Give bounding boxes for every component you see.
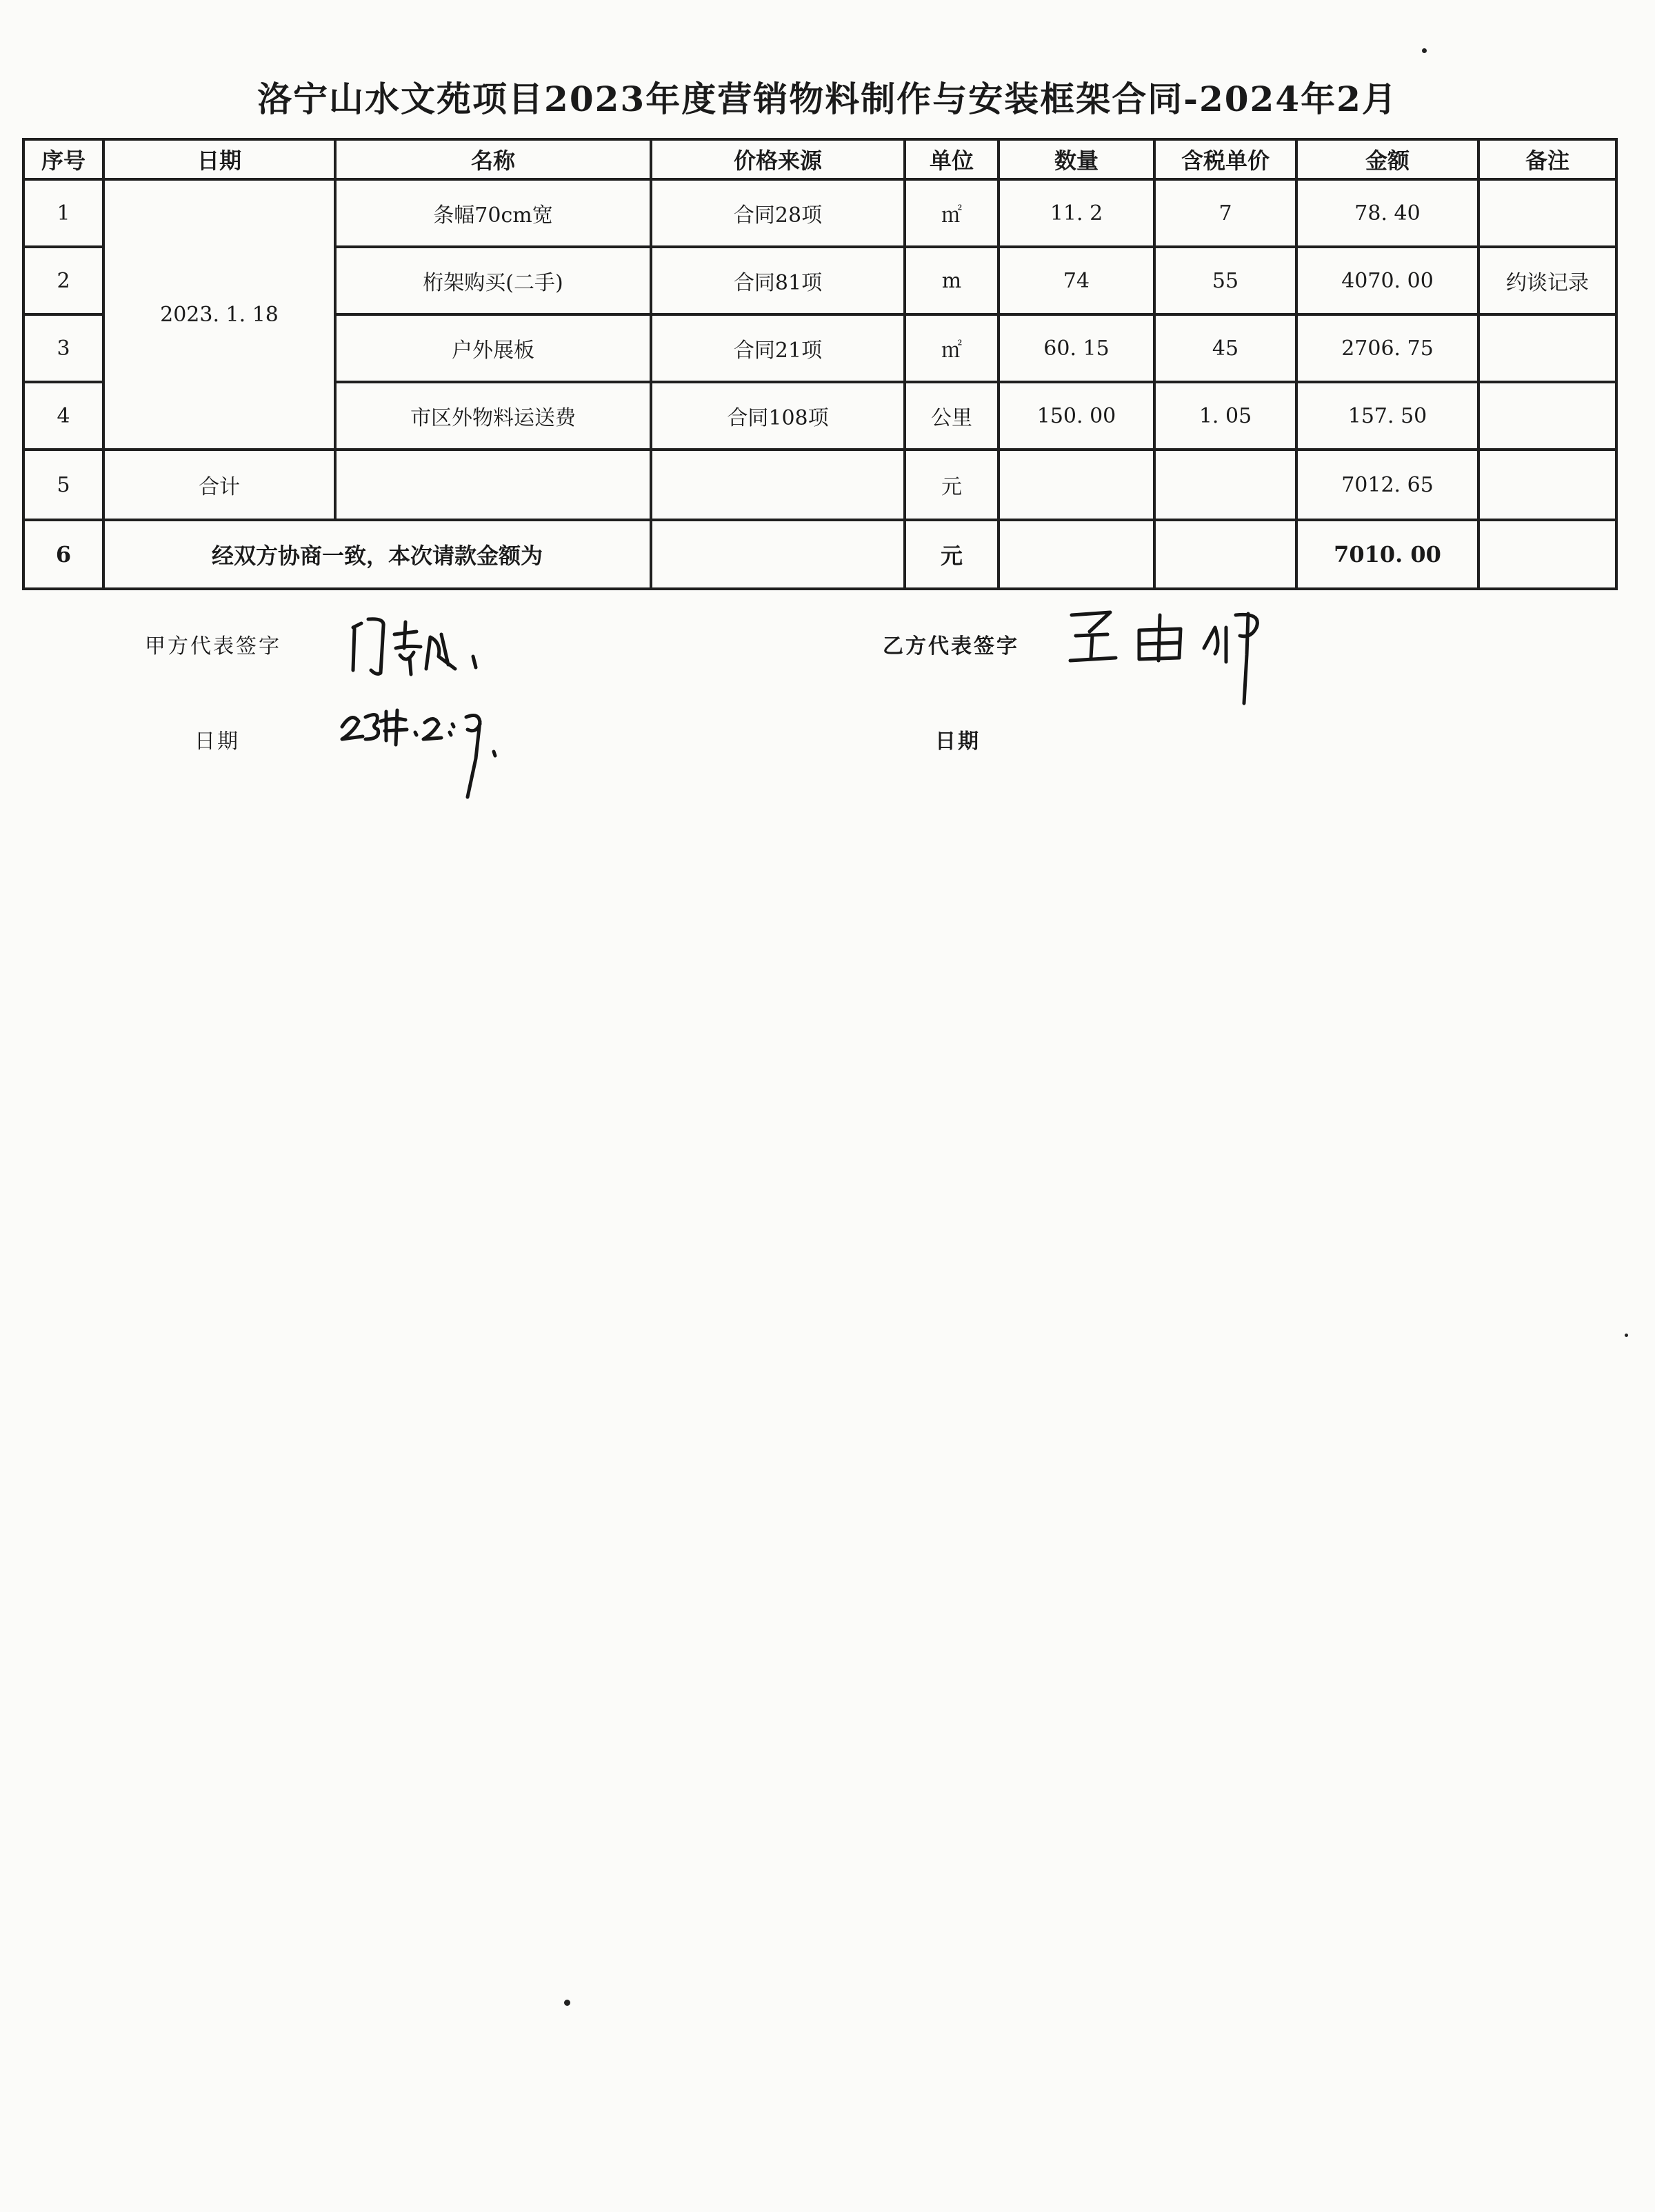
cell-name: 桁架购买(二手) — [335, 247, 651, 314]
total-amount: 7012. 65 — [1296, 450, 1478, 520]
cell-seq: 1 — [23, 179, 103, 247]
party-a-signature — [345, 607, 552, 683]
cell-name: 户外展板 — [335, 314, 651, 382]
cell-remark: 约谈记录 — [1478, 247, 1616, 314]
header-qty: 数量 — [999, 139, 1154, 179]
cell-unit: ㎡ — [905, 314, 999, 382]
header-unit: 单位 — [905, 139, 999, 179]
cell-empty — [335, 450, 651, 520]
cell-qty: 11. 2 — [999, 179, 1154, 247]
cell-empty — [651, 450, 905, 520]
cell-source: 合同108项 — [651, 382, 905, 450]
cell-empty — [999, 520, 1154, 589]
cell-price: 7 — [1154, 179, 1296, 247]
cell-qty: 150. 00 — [999, 382, 1154, 450]
document-title: 洛宁山水文苑项目2023年度营销物料制作与安装框架合同-2024年2月 — [257, 79, 1398, 119]
header-remark: 备注 — [1478, 139, 1616, 179]
cell-seq: 6 — [23, 520, 103, 589]
cell-seq: 5 — [23, 450, 103, 520]
header-date: 日期 — [103, 139, 335, 179]
scan-speck — [1422, 48, 1427, 53]
cell-empty — [999, 450, 1154, 520]
cell-name: 市区外物料运送费 — [335, 382, 651, 450]
cell-amount: 4070. 00 — [1296, 247, 1478, 314]
cell-qty: 60. 15 — [999, 314, 1154, 382]
party-a-date-label: 日期 — [194, 730, 240, 754]
party-b-date-label: 日期 — [935, 730, 981, 754]
cell-source: 合同21项 — [651, 314, 905, 382]
cell-remark — [1478, 179, 1616, 247]
cell-unit: m — [905, 247, 999, 314]
cell-unit: ㎡ — [905, 179, 999, 247]
cell-seq: 3 — [23, 314, 103, 382]
cell-source: 合同28项 — [651, 179, 905, 247]
cell-price: 1. 05 — [1154, 382, 1296, 450]
cell-source: 合同81项 — [651, 247, 905, 314]
cell-empty — [1478, 450, 1616, 520]
cell-seq: 2 — [23, 247, 103, 314]
header-name: 名称 — [335, 139, 651, 179]
cell-remark — [1478, 382, 1616, 450]
party-b-signature-label: 乙方代表签字 — [883, 634, 1019, 658]
cell-date: 2023. 1. 18 — [103, 179, 335, 450]
cell-unit: 公里 — [905, 382, 999, 450]
scan-speck — [1625, 1334, 1628, 1337]
header-price: 含税单价 — [1154, 139, 1296, 179]
final-row — [23, 520, 1616, 589]
final-label: 经双方协商一致，本次请款金额为 — [103, 520, 651, 589]
header-seq: 序号 — [23, 139, 103, 179]
party-a-handwritten-date — [338, 696, 517, 807]
table-row — [23, 179, 1616, 247]
cell-amount: 157. 50 — [1296, 382, 1478, 450]
final-unit: 元 — [905, 520, 999, 589]
cell-empty — [1478, 520, 1616, 589]
total-row — [23, 450, 1616, 520]
party-a-signature-label: 甲方代表签字 — [145, 634, 281, 658]
cell-price: 55 — [1154, 247, 1296, 314]
cell-remark — [1478, 314, 1616, 382]
header-source: 价格来源 — [651, 139, 905, 179]
table-header-row — [23, 139, 1616, 179]
total-unit: 元 — [905, 450, 999, 520]
cell-amount: 2706. 75 — [1296, 314, 1478, 382]
cell-empty — [1154, 450, 1296, 520]
settlement-table — [22, 138, 1618, 590]
cell-price: 45 — [1154, 314, 1296, 382]
cell-qty: 74 — [999, 247, 1154, 314]
cell-empty — [651, 520, 905, 589]
header-amount: 金额 — [1296, 139, 1478, 179]
final-amount: 7010. 00 — [1296, 520, 1478, 589]
party-b-signature — [1062, 600, 1290, 710]
cell-name: 条幅70cm宽 — [335, 179, 651, 247]
scan-speck — [564, 2000, 570, 2006]
cell-amount: 78. 40 — [1296, 179, 1478, 247]
cell-seq: 4 — [23, 382, 103, 450]
cell-empty — [1154, 520, 1296, 589]
total-label: 合计 — [103, 450, 335, 520]
